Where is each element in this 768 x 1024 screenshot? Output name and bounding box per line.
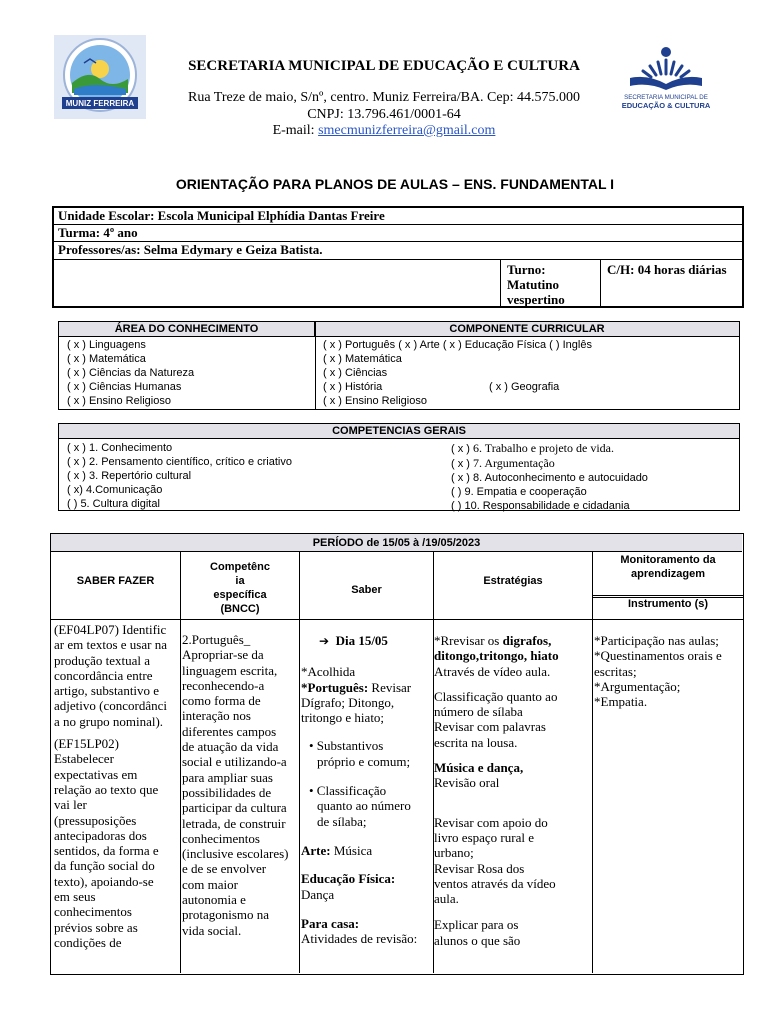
competencia-text: 10. Responsabilidade e cidadania: [464, 500, 630, 512]
carga-horaria: C/H: 04 horas diárias: [600, 260, 742, 306]
header-saber-fazer: SABER FAZER: [76, 575, 155, 587]
header-monitoramento: Monitoramento da aprendizagem: [620, 554, 716, 580]
turma: Turma: 4º ano: [54, 225, 742, 242]
svg-text:EDUCAÇÃO & CULTURA: EDUCAÇÃO & CULTURA: [621, 101, 711, 110]
competencia-item: ( x) 4.Comunicação: [67, 484, 163, 496]
turno: [500, 260, 600, 306]
area-item: ( x ) Ciências da Natureza: [67, 367, 195, 379]
instrumento-cell: *Participação nas aulas; *Questinamentos orais e escritas; *Argumentação; *Empatia.: [594, 633, 722, 710]
bullet-classificacao: • Classificação quanto ao número de sílaba;: [309, 783, 411, 829]
competencia-item: ( ) 5. Cultura digital: [67, 498, 160, 510]
competencia-text: 6. Trabalho e projeto de vida.: [473, 441, 614, 455]
competencia-item: [451, 485, 648, 499]
email-link[interactable]: smecmunizferreira@gmail.com: [318, 123, 496, 138]
competencia-text: 9. Empatia e cooperação: [464, 486, 587, 498]
area-list: [67, 338, 194, 408]
area-header: ÁREA DO CONHECIMENTO: [59, 322, 315, 337]
competencia-mark: ( ): [451, 500, 462, 512]
componente-item: ( x ) Ensino Religioso: [323, 395, 427, 407]
professores: Professores/as: Selma Edymary e Geiza Batista.: [54, 242, 742, 260]
componente-item: ( x ) Português ( x ) Arte ( x ) Educação Física ( ) Inglês: [323, 339, 592, 351]
estrategias-cell: *Rrevisar os digrafos, ditongo,tritongo, hiato Através de vídeo aula. Classificação quanto ao número de sílaba Revisar com palavras escrita na lousa. Música e dança, Revisão oral Revisar com apoio do livro espaço rural e urbano; Revisar Rosa dos ventos através da vídeo aula. Explicar para os alunos o que são: [434, 633, 559, 948]
area-componente-table: [58, 321, 740, 410]
svg-text:MUNIZ FERREIRA: MUNIZ FERREIRA: [65, 99, 135, 108]
competencia-item: [451, 471, 648, 485]
info-box: [52, 206, 744, 308]
componente-geografia: ( x ) Geografia: [489, 381, 560, 393]
turno-label: Turno:: [507, 262, 546, 277]
saber-cell: ➔ Dia 15/05 *Acolhida *Português: Revisar Dígrafo; Ditongo, tritongo e hiato; • Substantivos próprio e comum; • Classificação quanto ao número de sílaba; Arte: Música Educação Física: Dança Para casa: Atividades de revisão:: [301, 633, 433, 946]
competencias-table: [58, 423, 740, 511]
competencias-header: COMPETENCIAS GERAIS: [59, 424, 739, 439]
competencia-cell: 2.Português_ Apropriar-se da linguagem escrita, reconhecendo-a como forma de interação nos diferentes campos de atuação da vida social e utilizando-a para ampliar suas possibilidades de participar da cultura letrada, de construir conhecimentos (inclusive escolares) e de se envolver com maior autonomia e protagonismo na vida social.: [182, 632, 289, 938]
org-title: SECRETARIA MUNICIPAL DE EDUCAÇÃO E CULTURA: [188, 58, 580, 74]
componente-header: COMPONENTE CURRICULAR: [315, 322, 739, 337]
competencia-mark: ( x ): [451, 472, 470, 484]
componente-item: ( x ) Ciências: [323, 367, 388, 379]
turno-vespertino: vespertino: [507, 292, 565, 307]
competencia-mark: ( x ): [451, 458, 470, 470]
plan-table: [50, 533, 744, 975]
area-item: ( x ) Linguagens: [67, 339, 146, 351]
componente-item: ( x ) História: [323, 381, 383, 393]
period-row: PERÍODO de 15/05 à /19/05/2023: [51, 534, 742, 552]
email-label: E-mail:: [272, 123, 319, 138]
competencia-item: [451, 456, 648, 471]
address-line: Rua Treze de maio, S/nº, centro. Muniz Ferreira/BA. Cep: 44.575.000: [188, 90, 580, 105]
competencia-item: ( x ) 3. Repertório cultural: [67, 470, 192, 482]
saber-fazer-cell: (EF04LP07) Identific ar em textos e usar na produção textual a concordância entre artigo, substantivo e adjetivo (concordânci a no grupo nominal). (EF15LP02) Estabelecer expectativas em relação ao texto que vai ler (pressuposições antecipadoras dos sentidos, da forma e da função social do texto), apoiando-se em seus conhecimentos prévios sobre as condições de: [54, 622, 167, 950]
unidade-escolar: Unidade Escolar: Escola Municipal Elphídia Dantas Freire: [54, 208, 742, 225]
componente-item: ( x ) Matemática: [323, 353, 402, 365]
componente-list: [323, 338, 592, 408]
competencias-right: [451, 441, 648, 513]
competencia-item: ( x ) 1. Conhecimento: [67, 442, 173, 454]
competencia-item: ( x ) 2. Pensamento científico, crítico e criativo: [67, 456, 292, 468]
area-item: ( x ) Ensino Religioso: [67, 395, 171, 407]
area-item: ( x ) Ciências Humanas: [67, 381, 182, 393]
header-competencia: Competênc ia específica (BNCC): [210, 561, 270, 615]
header-saber: Saber: [351, 584, 382, 596]
competencia-mark: ( x ): [451, 443, 470, 455]
competencia-text: 8. Autoconhecimento e autocuidado: [473, 472, 648, 484]
email-line: [0, 123, 768, 139]
turno-matutino: Matutino: [507, 277, 559, 292]
bullet-substantivos: • Substantivos próprio e comum;: [309, 738, 411, 769]
competencia-item: [451, 441, 648, 456]
document-title: ORIENTAÇÃO PARA PLANOS DE AULAS – ENS. FUNDAMENTAL I: [175, 176, 615, 192]
competencia-mark: ( ): [451, 486, 462, 498]
cnpj-line: CNPJ: 13.796.461/0001-64: [307, 107, 461, 122]
header-instrumento: Instrumento (s): [627, 598, 709, 610]
header-estrategias: Estratégias: [483, 575, 543, 587]
competencia-item: [451, 499, 648, 513]
competencia-text: 7. Argumentação: [473, 456, 555, 470]
area-item: ( x ) Matemática: [67, 353, 146, 365]
competencias-left: [67, 441, 292, 511]
svg-text:SECRETARIA MUNICIPAL DE: SECRETARIA MUNICIPAL DE: [624, 94, 708, 101]
arrow-right-icon: ➔: [319, 634, 330, 648]
